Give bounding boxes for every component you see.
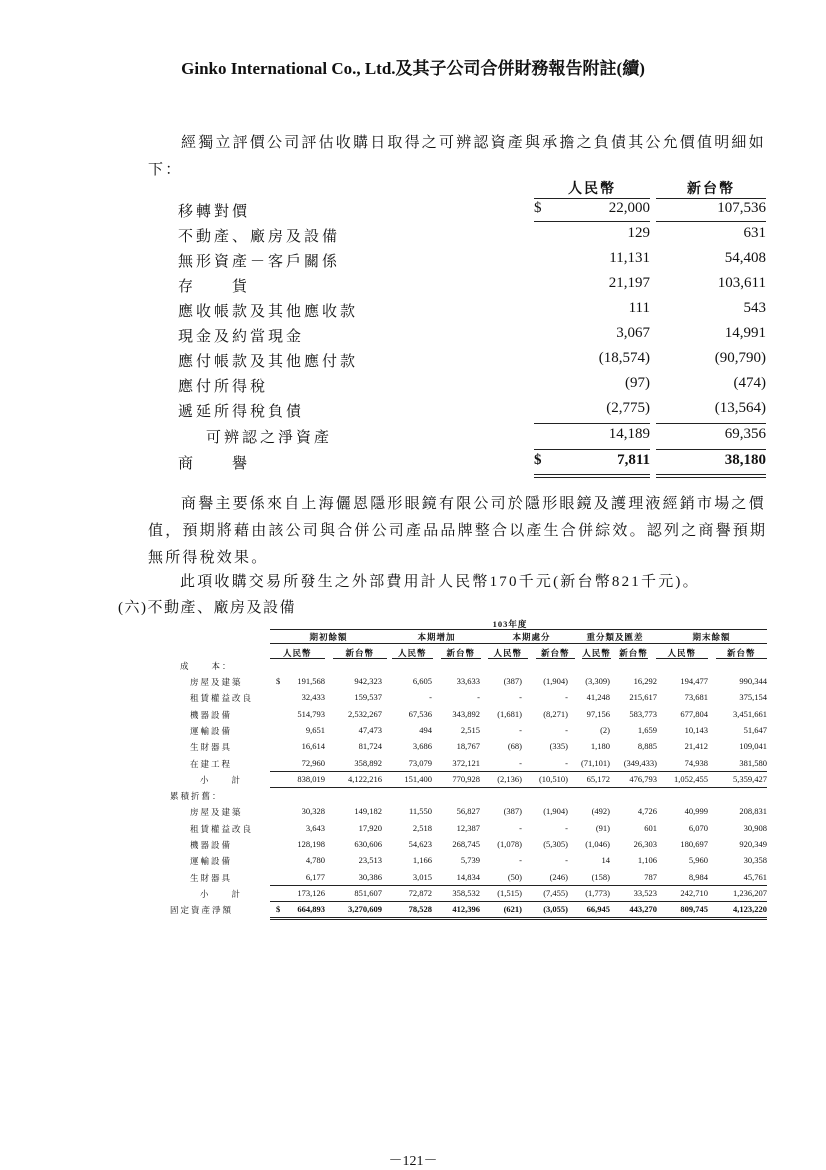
cell-value: 3,015 xyxy=(412,871,432,882)
cell-value: 78,528 xyxy=(408,904,432,915)
cell-value: (1,046) xyxy=(585,839,610,849)
cell-value: 583,773 xyxy=(629,708,657,719)
cell-value: (50) xyxy=(507,871,522,882)
cell-value: (2) xyxy=(600,724,610,735)
cell-value: - xyxy=(565,822,568,833)
cell-value: 33,523 xyxy=(633,887,657,898)
header-underline xyxy=(534,198,650,199)
cell-value: 6,177 xyxy=(305,871,325,882)
cell-value: 942,323 xyxy=(354,676,382,686)
cell-value: 30,908 xyxy=(743,822,767,833)
ntd-value: 69,356 xyxy=(724,426,766,442)
cell-value: 14,834 xyxy=(456,871,480,882)
subcolumn-header-rmb: 人民幣 xyxy=(493,648,522,658)
underline xyxy=(270,787,767,788)
row-label: 應付所得稅 xyxy=(178,379,269,395)
cell-value: 494 xyxy=(419,724,432,735)
cell-value: 1,659 xyxy=(637,724,657,735)
cell-value: - xyxy=(519,822,522,833)
expense-paragraph: 此項收購交易所發生之外部費用計人民幣170千元(新台幣821千元)。 xyxy=(180,574,700,590)
cell-value: - xyxy=(477,692,480,703)
currency-symbol: $ xyxy=(534,200,542,216)
cell-value: 67,536 xyxy=(408,708,432,719)
subcolumn-header-ntd: 新台幣 xyxy=(619,648,648,658)
cell-value: (621) xyxy=(503,904,522,915)
cell-value: 1,180 xyxy=(590,741,610,752)
cell-value: 1,166 xyxy=(412,855,432,866)
table-row xyxy=(150,225,770,250)
cell-value: 770,928 xyxy=(452,773,480,784)
net-label: 固定資產淨額 xyxy=(170,905,234,916)
subcolumn-header-ntd: 新台幣 xyxy=(726,648,756,658)
cell-value: 1,106 xyxy=(637,855,657,866)
cell-value: - xyxy=(519,724,522,735)
cell-value: 5,359,427 xyxy=(733,773,767,784)
cell-value: 8,885 xyxy=(637,741,657,752)
intro-paragraph: 經獨立評價公司評估收購日取得之可辨認資產與承擔之負債其公允價值明細如下： xyxy=(148,135,766,178)
subcolumn-header-rmb: 人民幣 xyxy=(582,648,611,658)
ntd-value: 543 xyxy=(743,300,766,316)
cell-value: 12,387 xyxy=(456,822,480,833)
ntd-value: (90,790) xyxy=(714,350,766,366)
cell-value: - xyxy=(519,855,522,866)
underline xyxy=(270,885,767,886)
cell-value: 16,614 xyxy=(301,741,325,752)
row-label: 遞延所得稅負債 xyxy=(178,404,305,420)
cell-value: 180,697 xyxy=(680,839,708,849)
cell-value: 21,412 xyxy=(684,741,708,752)
table-row xyxy=(150,275,770,300)
cell-value: (1,078) xyxy=(497,839,522,849)
underline xyxy=(392,658,433,659)
cell-value: 23,513 xyxy=(358,855,382,866)
section-title: (六)不動產、廠房及設備 xyxy=(118,600,296,616)
cell-value: (349,433) xyxy=(623,757,657,768)
cell-value: (71,101) xyxy=(580,757,610,768)
cell-value: (387) xyxy=(503,676,522,686)
cell-value: 194,477 xyxy=(680,676,708,686)
cell-value: 664,893 xyxy=(297,904,325,915)
cell-value: 787 xyxy=(644,871,657,882)
cell-value: 630,606 xyxy=(354,839,382,849)
cell-value: 990,344 xyxy=(739,676,767,686)
rmb-value: (97) xyxy=(625,375,650,391)
currency-symbol: $ xyxy=(534,452,542,468)
row-label: 應收帳款及其他應收款 xyxy=(178,304,359,320)
cell-value: - xyxy=(565,757,568,768)
underline xyxy=(656,449,766,450)
rmb-value: (18,574) xyxy=(598,350,650,366)
cell-value: 443,270 xyxy=(629,904,657,915)
cell-value: 74,938 xyxy=(684,757,708,768)
cell-value: 6,070 xyxy=(688,822,708,833)
cell-value: (1,515) xyxy=(497,887,522,898)
cell-value: 476,793 xyxy=(629,773,657,784)
double-underline xyxy=(534,474,650,478)
cell-value: 109,041 xyxy=(739,741,767,752)
rmb-value: 21,197 xyxy=(608,275,650,291)
cell-value: 54,623 xyxy=(408,839,432,849)
underline xyxy=(534,423,650,424)
row-label: 機器設備 xyxy=(190,840,233,850)
page-header: Ginko International Co., Ltd.及其子公司合併財務報告附註(續) xyxy=(181,59,645,78)
table-row xyxy=(150,325,770,350)
row-label: 機器設備 xyxy=(190,709,233,720)
cell-value: (387) xyxy=(503,806,522,817)
table-row xyxy=(150,400,770,425)
cell-value: 47,473 xyxy=(358,724,382,735)
cell-value: 9,651 xyxy=(305,724,325,735)
cell-value: 11,550 xyxy=(408,806,432,817)
underline xyxy=(656,423,766,424)
cell-value: 17,920 xyxy=(358,822,382,833)
cell-value: 3,270,609 xyxy=(348,904,382,915)
row-label: 生財器具 xyxy=(190,872,233,883)
cell-value: 2,515 xyxy=(460,724,480,735)
cell-value: 268,745 xyxy=(452,839,480,849)
group-header: 本期處分 xyxy=(512,632,551,642)
row-label: 可辨認之淨資產 xyxy=(206,430,333,446)
cell-value: 375,154 xyxy=(739,692,767,703)
cell-value: - xyxy=(565,692,568,703)
column-header-rmb: 人民幣 xyxy=(568,182,616,197)
currency-symbol: $ xyxy=(276,904,281,915)
ntd-value: 103,611 xyxy=(717,275,766,291)
page-number: －121－ xyxy=(388,1154,438,1169)
year-header: 103年度 xyxy=(492,619,528,629)
cell-value: 10,143 xyxy=(684,724,708,735)
cell-value: 32,433 xyxy=(301,692,325,703)
rmb-value: 129 xyxy=(627,225,650,241)
cell-value: (5,305) xyxy=(543,839,568,849)
rmb-value: 14,189 xyxy=(608,426,650,442)
cell-value: (68) xyxy=(507,741,522,752)
cell-value: 381,580 xyxy=(739,757,767,768)
goodwill-paragraph: 商譽主要係來自上海儷恩隱形眼鏡有限公司於隱形眼鏡及護理液經銷市場之價值，預期將藉由該公司與合併公司產品品牌整合以產生合併綜效。認列之商譽預期無所得稅效果。 xyxy=(148,496,768,566)
cell-value: 3,686 xyxy=(412,741,432,752)
underline xyxy=(534,221,650,222)
cell-value: - xyxy=(429,692,432,703)
cell-value: 191,568 xyxy=(297,676,325,686)
row-label: 在建工程 xyxy=(190,758,233,769)
cell-value: 41,248 xyxy=(586,692,610,703)
cell-value: (246) xyxy=(549,871,568,882)
double-underline xyxy=(270,917,767,920)
cell-value: 5,960 xyxy=(688,855,708,866)
ntd-value: (474) xyxy=(733,375,766,391)
cell-value: 45,761 xyxy=(743,871,767,882)
underline xyxy=(333,658,388,659)
row-label: 無形資產－客戶關係 xyxy=(178,254,341,270)
subcolumn-header-ntd: 新台幣 xyxy=(446,648,475,658)
underline xyxy=(270,643,767,644)
ntd-value: (13,564) xyxy=(714,400,766,416)
section-label-cost: 成 本： xyxy=(180,661,233,671)
cell-value: - xyxy=(565,855,568,866)
row-label: 房屋及建築 xyxy=(190,807,243,818)
cell-value: 30,328 xyxy=(301,806,325,817)
cell-value: (8,271) xyxy=(543,708,568,719)
cell-value: 81,724 xyxy=(358,741,382,752)
underline xyxy=(270,901,767,902)
cell-value: 151,400 xyxy=(404,773,432,784)
cell-value: (10,510) xyxy=(538,773,568,784)
rmb-value: 111 xyxy=(628,300,650,316)
cell-value: 514,793 xyxy=(297,708,325,719)
cell-value: 2,532,267 xyxy=(348,708,382,719)
cell-value: 73,681 xyxy=(684,692,708,703)
row-label: 不動產、廠房及設備 xyxy=(178,229,341,245)
cell-value: (1,904) xyxy=(543,676,568,686)
table-row xyxy=(150,375,770,400)
underline xyxy=(619,658,648,659)
cell-value: 14 xyxy=(601,855,610,866)
cell-value: 16,292 xyxy=(633,676,657,686)
underline xyxy=(536,658,576,659)
cell-value: 920,349 xyxy=(739,839,767,849)
subcolumn-header-ntd: 新台幣 xyxy=(540,648,570,658)
cell-value: 838,019 xyxy=(297,773,325,784)
cell-value: 2,518 xyxy=(412,822,432,833)
table-row xyxy=(150,426,770,451)
cell-value: (1,904) xyxy=(543,806,568,817)
underline xyxy=(716,658,768,659)
cell-value: 3,643 xyxy=(305,822,325,833)
ntd-value: 54,408 xyxy=(724,250,766,266)
row-label: 現金及約當現金 xyxy=(178,329,305,345)
row-label: 存 貨 xyxy=(178,279,251,295)
cell-value: 601 xyxy=(644,822,657,833)
cell-value: (7,455) xyxy=(543,887,568,898)
subcolumn-header-rmb: 人民幣 xyxy=(397,648,427,658)
subcolumn-header-ntd: 新台幣 xyxy=(345,648,374,658)
underline xyxy=(534,449,650,450)
cell-value: 65,172 xyxy=(586,773,610,784)
row-label: 生財器具 xyxy=(190,742,233,753)
cell-value: 372,121 xyxy=(452,757,480,768)
cell-value: 159,537 xyxy=(354,692,382,703)
cell-value: (492) xyxy=(591,806,610,817)
cell-value: 4,726 xyxy=(637,806,657,817)
row-label: 移轉對價 xyxy=(178,204,251,220)
section-label-depreciation: 累積折舊： xyxy=(170,791,223,802)
row-label: 商 譽 xyxy=(178,456,251,472)
rmb-value: 22,000 xyxy=(608,200,650,216)
row-label: 房屋及建築 xyxy=(190,677,243,687)
currency-symbol: $ xyxy=(276,676,281,686)
cell-value: 40,999 xyxy=(684,806,708,817)
table-row xyxy=(150,300,770,325)
cell-value: 18,767 xyxy=(456,741,480,752)
cell-value: (158) xyxy=(591,871,610,882)
cell-value: (2,136) xyxy=(497,773,522,784)
rmb-value: 3,067 xyxy=(616,325,650,341)
cell-value: 1,236,207 xyxy=(733,887,767,898)
cell-value: 128,198 xyxy=(297,839,325,849)
cell-value: (335) xyxy=(549,741,568,752)
cell-value: 56,827 xyxy=(456,806,480,817)
cell-value: 412,396 xyxy=(452,904,480,915)
cell-value: (1,773) xyxy=(585,887,610,898)
header-underline xyxy=(656,198,766,199)
cell-value: 66,945 xyxy=(586,904,610,915)
underline xyxy=(656,658,708,659)
cell-value: - xyxy=(519,692,522,703)
rmb-value: 11,131 xyxy=(609,250,650,266)
ntd-value: 107,536 xyxy=(717,200,766,216)
subtotal-label: 小 計 xyxy=(200,888,243,899)
cell-value: 33,633 xyxy=(456,676,480,686)
cell-value: - xyxy=(565,724,568,735)
cell-value: 30,358 xyxy=(743,855,767,866)
cell-value: - xyxy=(519,757,522,768)
double-underline xyxy=(656,474,766,478)
cell-value: (3,055) xyxy=(543,904,568,915)
row-label: 運輸設備 xyxy=(190,725,233,736)
cell-value: 97,156 xyxy=(586,708,610,719)
cell-value: 73,079 xyxy=(408,757,432,768)
subcolumn-header-rmb: 人民幣 xyxy=(667,648,696,658)
cell-value: 6,605 xyxy=(412,676,432,686)
subcolumn-header-rmb: 人民幣 xyxy=(282,648,312,658)
row-label: 運輸設備 xyxy=(190,856,233,867)
cell-value: 4,123,220 xyxy=(733,904,767,915)
underline xyxy=(270,629,767,630)
cell-value: 851,607 xyxy=(354,887,382,898)
row-label: 租賃權益改良 xyxy=(190,823,254,834)
cell-value: 343,892 xyxy=(452,708,480,719)
group-header: 期初餘額 xyxy=(309,632,348,642)
ntd-value: 14,991 xyxy=(724,325,766,341)
column-header-ntd: 新台幣 xyxy=(687,182,735,197)
cell-value: 72,960 xyxy=(301,757,325,768)
rmb-value: (2,775) xyxy=(606,400,650,416)
cell-value: 4,122,216 xyxy=(348,773,382,784)
cell-value: 30,386 xyxy=(358,871,382,882)
cell-value: 809,745 xyxy=(680,904,708,915)
cell-value: 242,710 xyxy=(680,887,708,898)
cell-value: 51,647 xyxy=(743,724,767,735)
cell-value: 358,532 xyxy=(452,887,480,898)
cell-value: 215,617 xyxy=(629,692,657,703)
group-header: 重分類及匯差 xyxy=(586,632,644,642)
cell-value: 3,451,661 xyxy=(733,708,767,719)
cell-value: 26,303 xyxy=(633,839,657,849)
table-row xyxy=(150,250,770,275)
cell-value: 5,739 xyxy=(460,855,480,866)
cell-value: 358,892 xyxy=(354,757,382,768)
cell-value: 149,182 xyxy=(354,806,382,817)
row-label: 應付帳款及其他應付款 xyxy=(178,354,359,370)
ntd-value: 38,180 xyxy=(724,452,766,468)
cell-value: 173,126 xyxy=(297,887,325,898)
row-label: 租賃權益改良 xyxy=(190,693,254,704)
underline xyxy=(488,658,528,659)
underline xyxy=(270,658,325,659)
underline xyxy=(441,658,482,659)
underline xyxy=(270,771,767,772)
cell-value: (91) xyxy=(595,822,610,833)
cell-value: 8,984 xyxy=(688,871,708,882)
underline xyxy=(656,221,766,222)
underline xyxy=(582,658,611,659)
cell-value: 4,780 xyxy=(305,855,325,866)
cell-value: 208,831 xyxy=(739,806,767,817)
subtotal-label: 小 計 xyxy=(200,774,243,785)
cell-value: 72,872 xyxy=(408,887,432,898)
ntd-value: 631 xyxy=(743,225,766,241)
cell-value: 677,804 xyxy=(680,708,708,719)
cell-value: (3,309) xyxy=(585,676,610,686)
group-header: 本期增加 xyxy=(417,632,456,642)
cell-value: (1,681) xyxy=(497,708,522,719)
table-row xyxy=(150,350,770,375)
group-header: 期末餘額 xyxy=(692,632,731,642)
rmb-value: 7,811 xyxy=(617,452,650,468)
cell-value: 1,052,455 xyxy=(674,773,708,784)
